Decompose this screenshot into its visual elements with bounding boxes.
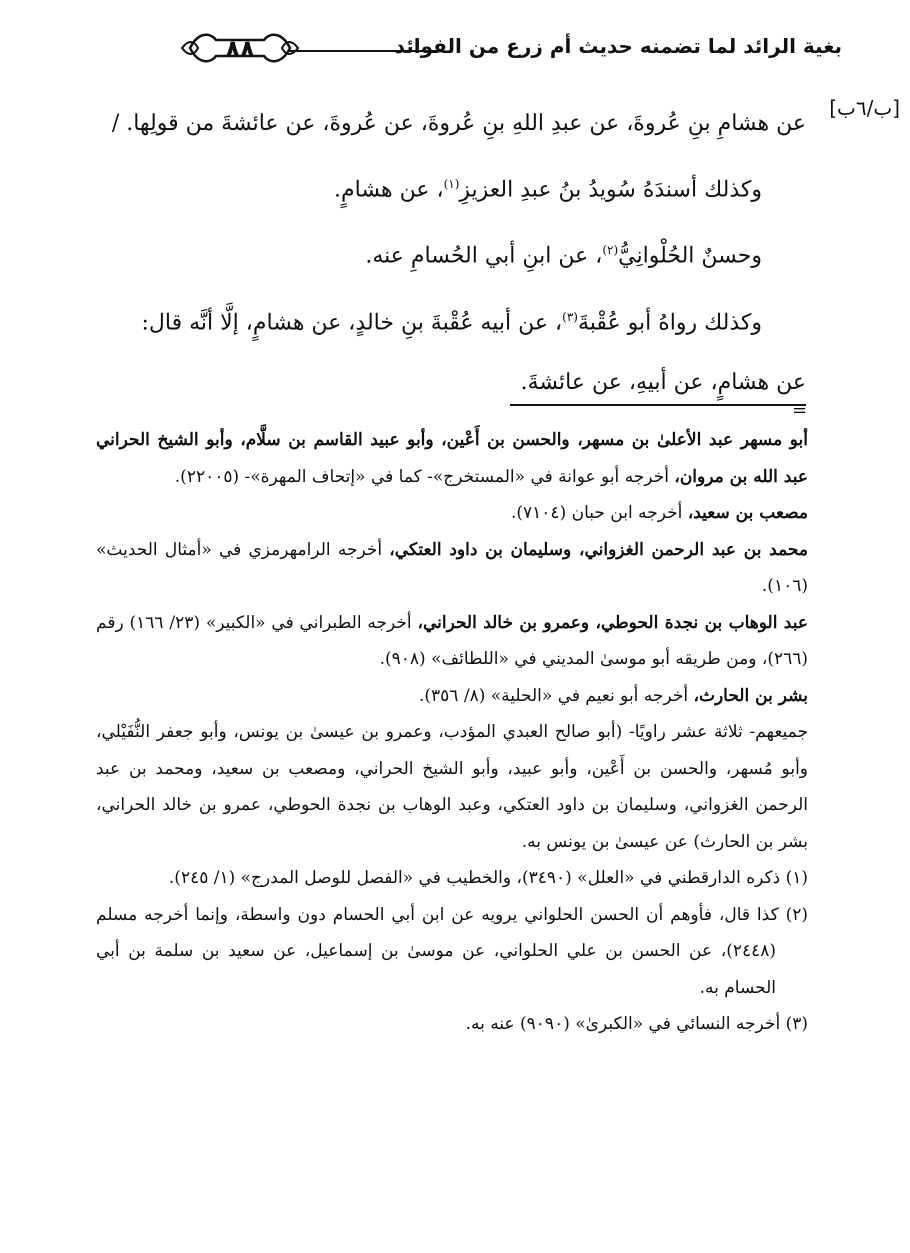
note-para [96, 532, 808, 605]
narrator-names: عبد الوهاب بن نجدة الحوطي، وعمرو بن خالد الحراني، [417, 612, 808, 633]
note-para [96, 605, 808, 678]
main-text [94, 94, 806, 413]
narrator-names: محمد بن عبد الرحمن الغزواني، وسليمان بن داود العتكي، [389, 539, 809, 560]
note-para [96, 678, 808, 715]
narrator-names: أبو مسهر عبد الأعلىٰ بن مسهر، والحسن بن أَعْين، وأبو عبيد القاسم بن سلَّام، وأبو الشيخ الحراني عبد الله بن مروان، [96, 430, 808, 487]
footnote-ref-1: (١) [443, 177, 460, 191]
main-line-1: عن هشامِ بنِ عُروةَ، عن عبدِ اللهِ بنِ عُروةَ، عن عُروةَ، عن عائشةَ من قولِها. / [111, 111, 806, 136]
note-text: أخرجه الطبراني في «الكبير» (٢٣/ ١٦٦) رقم (٢٦٦)، ومن طريقه أبو موسىٰ المديني في «اللطائف» (٩٠٨). [96, 612, 808, 669]
main-line-3 [94, 220, 806, 286]
header-rule [288, 50, 438, 52]
note-text: أخرجه ابن حبان (٧١٠٤). [510, 503, 688, 523]
note-para [96, 422, 808, 495]
main-line-5: عن هشامٍ، عن أبيهِ، عن عائشةَ. [520, 369, 806, 395]
main-line-2 [94, 154, 806, 220]
page-header [92, 22, 842, 74]
note-text: أخرجه أبو نعيم في «الحلية» (٨/ ٣٥٦). [418, 685, 694, 706]
narrator-names: مصعب بن سعيد، [687, 503, 808, 523]
text-span: ، عن أبيه عُقْبةَ بنِ خالدٍ، عن هشامٍ، إلَّا أنَّه قال: [141, 309, 563, 335]
note-para [96, 495, 808, 532]
text-span: وكذلك أسندَهُ سُويدُ بنُ عبدِ العزيزِ [459, 177, 762, 203]
footnotes [96, 422, 808, 1043]
note-para: جميعهم- ثلاثة عشر راويًا- (أبو صالح العبدي المؤدب، وعمرو بن عيسىٰ بن يونس، وأبو جعفر النُّفَيْلي، وأبو مُسهر، والحسن بن أَعْين، وأبو عبيد، وأبو الشيخ الحراني، ومصعب بن سعيد، ومحمد بن عبد الرحمن الغزواني، وسليمان بن داود العتكي، وعبد الوهاب بن نجدة الحوطي، عمرو بن خالد الحراني، بشر بن الحارث) عن عيسىٰ بن يونس به. [96, 722, 808, 852]
note-text: أخرجه أبو عوانة في «المستخرج»- كما في «إتحاف المهرة»- (٢٢٠٠٥). [174, 466, 675, 487]
text-span: وحسنٌ الحُلْوانِيُّ [618, 243, 762, 269]
note-text: أخرجه الرامهرمزي في «أمثال الحديث» (١٠٦). [96, 539, 808, 596]
footnote-ref-3: (٣) [562, 309, 578, 324]
footnote-2: (٢) كذا قال، فأوهم أن الحسن الحلواني يرويه عن ابن أبي الحسام دون واسطة، وإنما أخرجه مسلم (٢٤٤٨)، عن الحسن بن علي الحلواني، عن موسىٰ بن إسماعيل، عن سعيد بن سلمة بن أبي الحسام به. [96, 904, 808, 998]
continuation-mark: = [792, 400, 808, 421]
manuscript-marker: [ب/٦ب] [829, 96, 900, 120]
footnote-ref-2: (٢) [602, 243, 619, 258]
text-span: وكذلك رواهُ أبو عُقْبةَ [577, 309, 762, 335]
page-number: ٨٨ [225, 35, 255, 63]
main-line-4 [94, 287, 806, 353]
footnote-1: (١) ذكره الدارقطني في «العلل» (٣٤٩٠)، والخطيب في «الفصل للوصل المدرج» (١/ ٢٤٥). [168, 868, 808, 888]
footnote-separator-rule [510, 404, 806, 406]
book-title: بغية الرائد لما تضمنه حديث أم زرع من الفوائد [394, 34, 842, 58]
narrator-names: بشر بن الحارث، [693, 685, 808, 706]
footnote-3: (٣) أخرجه النسائي في «الكبرىٰ» (٩٠٩٠) عنه به. [465, 1014, 808, 1034]
text-span: ، عن ابنِ أبي الحُسامِ عنه. [365, 243, 603, 269]
text-span: ، عن هشامٍ. [334, 177, 444, 203]
